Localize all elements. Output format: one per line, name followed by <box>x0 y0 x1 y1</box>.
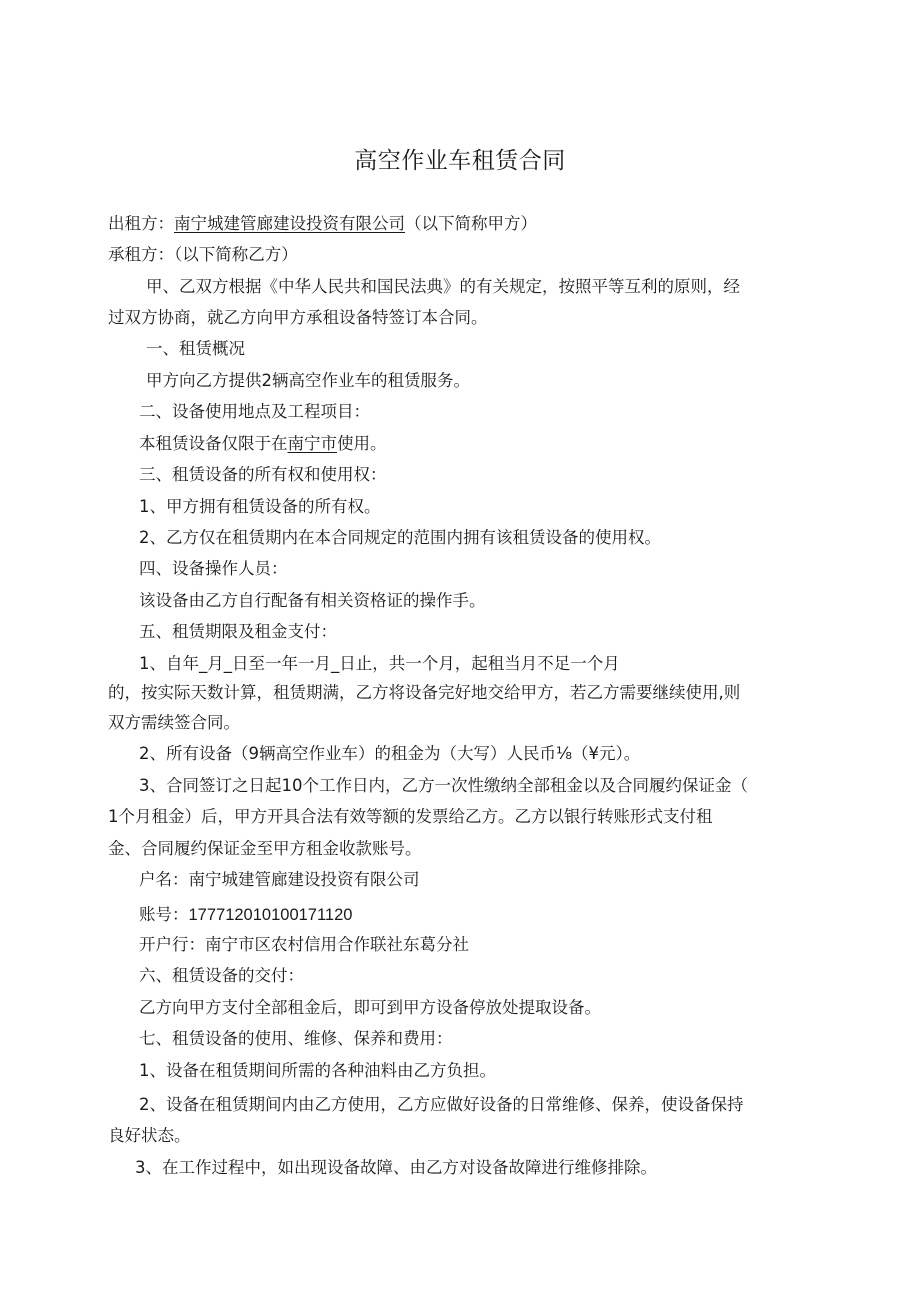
section-2-heading: 二、设备使用地点及工程项目： <box>139 402 370 421</box>
section-5-item-1-line-1: 1、自年_月_日至一年一月_日止，共一个月，起租当月不足一个月 <box>139 654 620 673</box>
section-4-body: 该设备由乙方自行配备有相关资格证的操作手。 <box>139 591 486 610</box>
document-title: 高空作业车租赁合同 <box>354 148 566 174</box>
lessee-line <box>108 243 298 267</box>
section-7-item-2-line-2: 良好状态。 <box>108 1126 191 1145</box>
section-2-location: 南宁市 <box>287 434 337 453</box>
section-7-heading: 七、租赁设备的使用、维修、保养和费用： <box>139 1029 453 1048</box>
account-number-line <box>139 903 352 927</box>
section-4-heading: 四、设备操作人员： <box>139 559 288 578</box>
section-2-body <box>139 432 387 456</box>
intro-line-2: 过双方协商，就乙方向甲方承租设备特签订本合同。 <box>108 308 488 327</box>
section-5-item-3-line-2: 1个月租金）后，甲方开具合法有效等额的发票给乙方。乙方以银行转账形式支付租 <box>108 807 713 826</box>
section-5-item-1-line-2: 的，按实际天数计算，租赁期满，乙方将设备完好地交给甲方，若乙方需要继续使用,则 <box>108 683 741 702</box>
section-5-item-3-line-3: 金、合同履约保证金至甲方租金收款账号。 <box>108 839 422 858</box>
section-7-item-2-line-1: 2、设备在租赁期间内由乙方使用，乙方应做好设备的日常维修、保养，使设备保持 <box>139 1095 744 1114</box>
section-5-item-3-line-1: 3、合同签订之日起10个工作日内，乙方一次性缴纳全部租金以及合同履约保证金（ <box>139 776 748 795</box>
lessor-line <box>108 212 537 236</box>
section-5-item-2: 2、所有设备（9辆高空作业车）的租金为（大写）人民币⅛（¥元）。 <box>139 744 641 763</box>
section-3-item-2: 2、乙方仅在租赁期内在本合同规定的范围内拥有该租赁设备的使用权。 <box>139 528 661 547</box>
section-2-body-prefix: 本租赁设备仅限于在 <box>139 434 288 453</box>
section-6-body: 乙方向甲方支付全部租金后，即可到甲方设备停放处提取设备。 <box>139 998 601 1017</box>
account-number-label: 账号： <box>139 905 189 924</box>
lessee-label: 承租方： <box>108 245 174 264</box>
account-number: 177712010100171120 <box>188 906 353 924</box>
section-5-heading: 五、租赁期限及租金支付： <box>139 622 337 641</box>
section-5-item-1-line-3: 双方需续签合同。 <box>108 713 240 732</box>
section-3-heading: 三、租赁设备的所有权和使用权： <box>139 465 387 484</box>
section-2-body-suffix: 使用。 <box>337 434 387 453</box>
account-name: 户名：南宁城建管廊建设投资有限公司 <box>139 870 420 889</box>
section-6-heading: 六、租赁设备的交付： <box>139 966 304 985</box>
lessor-suffix: （以下简称甲方） <box>405 214 537 233</box>
section-1-body: 甲方向乙方提供2辆高空作业车的租赁服务。 <box>146 371 470 390</box>
section-7-item-3: 3、在工作过程中，如出现设备故障、由乙方对设备故障进行维修排除。 <box>135 1158 657 1177</box>
section-7-item-1: 1、设备在租赁期间所需的各种油料由乙方负担。 <box>139 1061 496 1080</box>
lessor-label: 出租方： <box>108 214 174 233</box>
lessee-suffix: （以下简称乙方） <box>174 245 298 264</box>
section-1-heading: 一、租赁概况 <box>146 339 245 358</box>
lessor-name: 南宁城建管廊建设投资有限公司 <box>174 214 405 233</box>
bank-name: 开户行：南宁市区农村信用合作联社东葛分社 <box>139 935 469 954</box>
intro-line-1: 甲、乙双方根据《中华人民共和国民法典》的有关规定，按照平等互利的原则，经 <box>146 277 740 296</box>
section-3-item-1: 1、甲方拥有租赁设备的所有权。 <box>139 497 381 516</box>
